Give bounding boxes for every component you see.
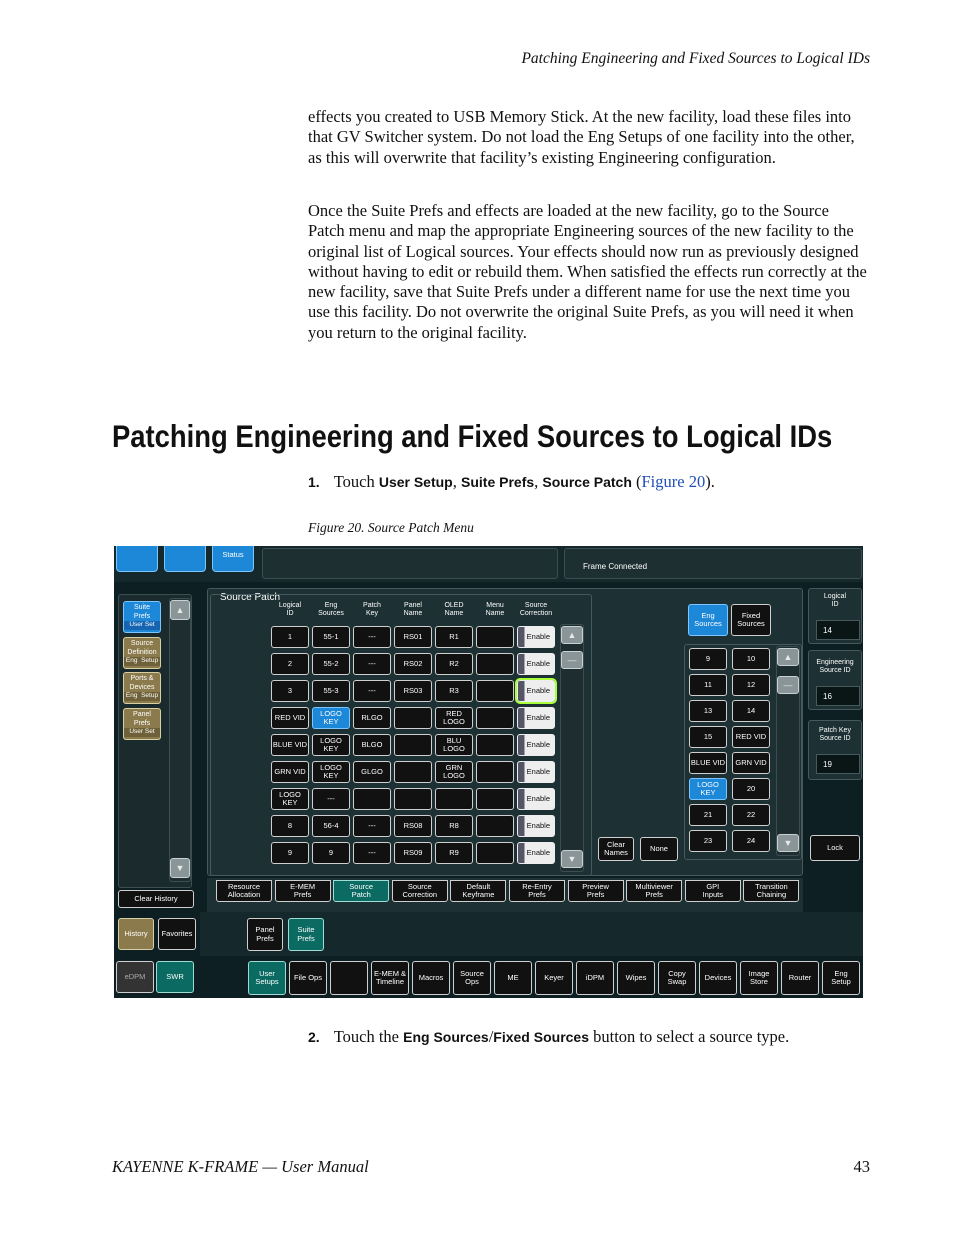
bottom-tab[interactable]: User Setups — [248, 961, 286, 995]
bottom-tab[interactable]: Keyer — [535, 961, 573, 995]
patch-cell-r3-c5[interactable]: R3 — [435, 680, 473, 702]
patch-cell-r8-c5[interactable]: R8 — [435, 815, 473, 837]
eng-source-id-field[interactable]: 16 — [816, 686, 860, 706]
bottom-tab[interactable]: iDPM — [576, 961, 614, 995]
none-button[interactable]: None — [640, 837, 678, 861]
bottom-tab[interactable]: Image Store — [740, 961, 778, 995]
bottom-tab[interactable]: Wipes — [617, 961, 655, 995]
bottom-tab[interactable]: ME — [494, 961, 532, 995]
source-button[interactable]: 10 — [732, 648, 770, 670]
menu-tab[interactable]: Source Correction — [392, 880, 448, 902]
lock-button[interactable]: Lock — [810, 835, 860, 861]
paragraph-2: Once the Suite Prefs and effects are loaded at the new facility, go to the Source Patch menu and map the appropriate Engineering sources of the new facility to the original list of Logical sources. Your effects should now run as previously designed without having to edit or rebuild them. When satisfied the effects run correctly at the new facility, save that Suite Prefs under a different name for use the next time you use this facility. Do not overwrite the original Suite Prefs, as you will need it when you return to the original facility. — [308, 201, 867, 342]
column-header: Source Correction — [519, 602, 553, 617]
source-button[interactable]: 21 — [689, 804, 727, 826]
nav-suite-prefs[interactable]: Suite Prefs User Set — [123, 601, 161, 633]
logical-id-label: Logical ID — [823, 593, 847, 608]
figure-caption: Figure 20. Source Patch Menu — [308, 520, 474, 535]
patch-cell-r6-c3[interactable]: GLGO — [353, 761, 391, 783]
source-button[interactable]: LOGO KEY — [689, 778, 727, 800]
patch-cell-r9-c1[interactable]: 9 — [271, 842, 309, 864]
patch-cell-r1-c4[interactable]: RS01 — [394, 626, 432, 648]
patch-cell-r6-c2[interactable]: LOGO KEY — [312, 761, 350, 783]
column-header: Panel Name — [403, 602, 423, 617]
patch-cell-r1-c1[interactable]: 1 — [271, 626, 309, 648]
menu-tab[interactable]: GPI Inputs — [685, 880, 741, 902]
table-scroll-down-icon[interactable]: ▼ — [561, 850, 583, 868]
patch-cell-r7-c2[interactable]: --- — [312, 788, 350, 810]
patch-cell-r9-c4[interactable]: RS09 — [394, 842, 432, 864]
patch-cell-r1-c7[interactable]: Enable — [517, 626, 555, 648]
menu-tab[interactable]: Transition Chaining — [743, 880, 799, 902]
source-scroll-up-icon[interactable]: ▲ — [777, 648, 799, 666]
step-2: 2. Touch the Eng Sources/Fixed Sources button to select a source type. — [308, 1027, 790, 1046]
patch-cell-r7-c1[interactable]: LOGO KEY — [271, 788, 309, 810]
panel-title: Source Patch — [220, 592, 281, 603]
panel-prefs-tab[interactable]: Panel Prefs — [247, 918, 283, 951]
patch-cell-r2-c2[interactable]: 55-2 — [312, 653, 350, 675]
swr-button[interactable]: SWR — [156, 961, 194, 993]
patch-cell-r4-c2[interactable]: LOGO KEY — [312, 707, 350, 729]
eng-sources-button[interactable]: Eng Sources — [688, 604, 728, 636]
menu-tab[interactable]: Multiviewer Prefs — [626, 880, 682, 902]
source-button[interactable]: 13 — [689, 700, 727, 722]
bottom-tab[interactable]: Macros — [412, 961, 450, 995]
source-button[interactable]: 24 — [732, 830, 770, 852]
patch-cell-r9-c7[interactable]: Enable — [517, 842, 555, 864]
clear-names-button[interactable]: Clear Names — [598, 837, 634, 861]
patch-key-label: Patch Key Source ID — [819, 727, 851, 742]
bottom-tab[interactable]: E-MEM & Timeline — [371, 961, 409, 995]
patch-cell-r6-c1[interactable]: GRN VID — [271, 761, 309, 783]
nav-scroll-up-icon[interactable]: ▲ — [170, 600, 190, 620]
footer-manual-title: KAYENNE K-FRAME — User Manual — [112, 1157, 369, 1176]
favorites-button[interactable]: Favorites — [158, 918, 196, 950]
menu-tab[interactable]: Source Patch — [333, 880, 389, 902]
patch-cell-r3-c7[interactable]: Enable — [517, 680, 555, 702]
patch-cell-r4-c5[interactable]: RED LOGO — [435, 707, 473, 729]
column-header: OLED Name — [444, 602, 464, 617]
paragraph-1: effects you created to USB Memory Stick. At the new facility, load these files into that GV Switcher system. Do not load the Eng Setups of one facility into the other, as this will overwrite that facility’s existing Engineering configuration. — [308, 107, 855, 167]
history-button[interactable]: History — [118, 918, 154, 950]
patch-key-field[interactable]: 19 — [816, 754, 860, 774]
fixed-sources-button[interactable]: Fixed Sources — [731, 604, 771, 636]
patch-cell-r8-c2[interactable]: 56-4 — [312, 815, 350, 837]
patch-cell-r4-c3[interactable]: RLGO — [353, 707, 391, 729]
menu-tab[interactable]: Re-Entry Prefs — [509, 880, 565, 902]
bottom-tab[interactable]: Copy Swap — [658, 961, 696, 995]
column-header: Eng Sources — [318, 602, 344, 617]
patch-cell-r2-c5[interactable]: R2 — [435, 653, 473, 675]
patch-cell-r5-c3[interactable]: BLGO — [353, 734, 391, 756]
source-button[interactable]: 20 — [732, 778, 770, 800]
patch-cell-r3-c6[interactable] — [476, 680, 514, 702]
page-number: 43 — [853, 1157, 870, 1176]
patch-cell-r3-c4[interactable]: RS03 — [394, 680, 432, 702]
bottom-tab[interactable]: Router — [781, 961, 819, 995]
suite-prefs-tab[interactable]: Suite Prefs — [288, 918, 324, 951]
patch-cell-r3-c3[interactable]: --- — [353, 680, 391, 702]
bottom-tab[interactable]: File Ops — [289, 961, 327, 995]
patch-cell-r1-c2[interactable]: 55-1 — [312, 626, 350, 648]
status-button[interactable]: Status — [212, 546, 254, 572]
patch-cell-r9-c5[interactable]: R9 — [435, 842, 473, 864]
patch-cell-r5-c1[interactable]: BLUE VID — [271, 734, 309, 756]
menu-tab[interactable]: Preview Prefs — [568, 880, 624, 902]
menu-tab[interactable]: E-MEM Prefs — [275, 880, 331, 902]
column-header: Menu Name — [485, 602, 505, 617]
nav-source-definition[interactable]: Source Definition Eng Setup — [123, 637, 161, 669]
bottom-tab[interactable] — [330, 961, 368, 995]
top-button-1[interactable] — [116, 546, 158, 572]
patch-cell-r5-c7[interactable]: Enable — [517, 734, 555, 756]
patch-cell-r4-c7[interactable]: Enable — [517, 707, 555, 729]
patch-cell-r5-c4[interactable] — [394, 734, 432, 756]
clear-history-button[interactable]: Clear History — [118, 890, 194, 908]
patch-cell-r6-c7[interactable]: Enable — [517, 761, 555, 783]
patch-cell-r9-c3[interactable]: --- — [353, 842, 391, 864]
source-button[interactable]: GRN VID — [732, 752, 770, 774]
patch-cell-r9-c2[interactable]: 9 — [312, 842, 350, 864]
patch-cell-r7-c6[interactable] — [476, 788, 514, 810]
source-button[interactable]: BLUE VID — [689, 752, 727, 774]
running-head: Patching Engineering and Fixed Sources to Logical IDs — [521, 50, 870, 67]
patch-cell-r7-c7[interactable]: Enable — [517, 788, 555, 810]
source-scroll-down-icon[interactable]: ▼ — [777, 834, 799, 852]
patch-cell-r5-c6[interactable] — [476, 734, 514, 756]
patch-cell-r8-c6[interactable] — [476, 815, 514, 837]
patch-cell-r7-c4[interactable] — [394, 788, 432, 810]
table-scroll-up-icon[interactable]: ▲ — [561, 626, 583, 644]
patch-cell-r7-c3[interactable] — [353, 788, 391, 810]
menu-tab[interactable]: Resource Allocation — [216, 880, 272, 902]
patch-cell-r1-c6[interactable] — [476, 626, 514, 648]
patch-cell-r8-c4[interactable]: RS08 — [394, 815, 432, 837]
source-button[interactable]: 9 — [689, 648, 727, 670]
top-button-2[interactable] — [164, 546, 206, 572]
patch-cell-r5-c5[interactable]: BLU LOGO — [435, 734, 473, 756]
source-button[interactable]: 11 — [689, 674, 727, 696]
bottom-tab[interactable]: Devices — [699, 961, 737, 995]
patch-cell-r4-c4[interactable] — [394, 707, 432, 729]
nav-scroll-down-icon[interactable]: ▼ — [170, 858, 190, 878]
source-button[interactable]: 22 — [732, 804, 770, 826]
message-area — [262, 548, 558, 579]
source-scroll-thumb[interactable]: — — [777, 676, 799, 694]
source-patch-screenshot — [114, 546, 863, 998]
patch-cell-r2-c6[interactable] — [476, 653, 514, 675]
nav-panel-prefs[interactable]: Panel Prefs User Set — [123, 708, 161, 740]
column-header: Patch Key — [363, 602, 381, 617]
bottom-tab[interactable]: Eng Setup — [822, 961, 860, 995]
column-header: Logical ID — [278, 602, 302, 617]
step-1: 1. Touch User Setup, Suite Prefs, Source Patch (Figure 20). — [308, 472, 715, 491]
bottom-tab[interactable]: Source Ops — [453, 961, 491, 995]
patch-cell-r4-c1[interactable]: RED VID — [271, 707, 309, 729]
patch-cell-r2-c4[interactable]: RS02 — [394, 653, 432, 675]
logical-id-field[interactable]: 14 — [816, 620, 860, 640]
frame-status: Frame Connected — [564, 548, 862, 579]
patch-cell-r4-c6[interactable] — [476, 707, 514, 729]
patch-cell-r2-c1[interactable]: 2 — [271, 653, 309, 675]
patch-cell-r8-c7[interactable]: Enable — [517, 815, 555, 837]
source-button[interactable]: RED VID — [732, 726, 770, 748]
figure-link[interactable]: Figure 20 — [641, 472, 706, 491]
eng-source-id-label: Engineering Source ID — [816, 659, 854, 674]
patch-cell-r5-c2[interactable]: LOGO KEY — [312, 734, 350, 756]
patch-cell-r6-c5[interactable]: GRN LOGO — [435, 761, 473, 783]
source-button[interactable]: 23 — [689, 830, 727, 852]
edpm-button[interactable]: eDPM — [116, 961, 154, 993]
table-scroll-thumb[interactable]: — — [561, 651, 583, 669]
section-title: Patching Engineering and Fixed Sources to Logical IDs — [112, 418, 833, 454]
patch-cell-r2-c7[interactable]: Enable — [517, 653, 555, 675]
patch-cell-r9-c6[interactable] — [476, 842, 514, 864]
patch-cell-r1-c5[interactable]: R1 — [435, 626, 473, 648]
patch-cell-r8-c3[interactable]: --- — [353, 815, 391, 837]
patch-cell-r3-c1[interactable]: 3 — [271, 680, 309, 702]
nav-ports-devices[interactable]: Ports & Devices Eng Setup — [123, 672, 161, 704]
patch-cell-r6-c6[interactable] — [476, 761, 514, 783]
patch-cell-r3-c2[interactable]: 55-3 — [312, 680, 350, 702]
source-button[interactable]: 14 — [732, 700, 770, 722]
menu-tab[interactable]: Default Keyframe — [450, 880, 506, 902]
source-button[interactable]: 12 — [732, 674, 770, 696]
patch-cell-r8-c1[interactable]: 8 — [271, 815, 309, 837]
source-button[interactable]: 15 — [689, 726, 727, 748]
patch-cell-r1-c3[interactable]: --- — [353, 626, 391, 648]
nav-scrollbar[interactable] — [169, 598, 191, 882]
patch-cell-r7-c5[interactable] — [435, 788, 473, 810]
patch-cell-r2-c3[interactable]: --- — [353, 653, 391, 675]
patch-cell-r6-c4[interactable] — [394, 761, 432, 783]
